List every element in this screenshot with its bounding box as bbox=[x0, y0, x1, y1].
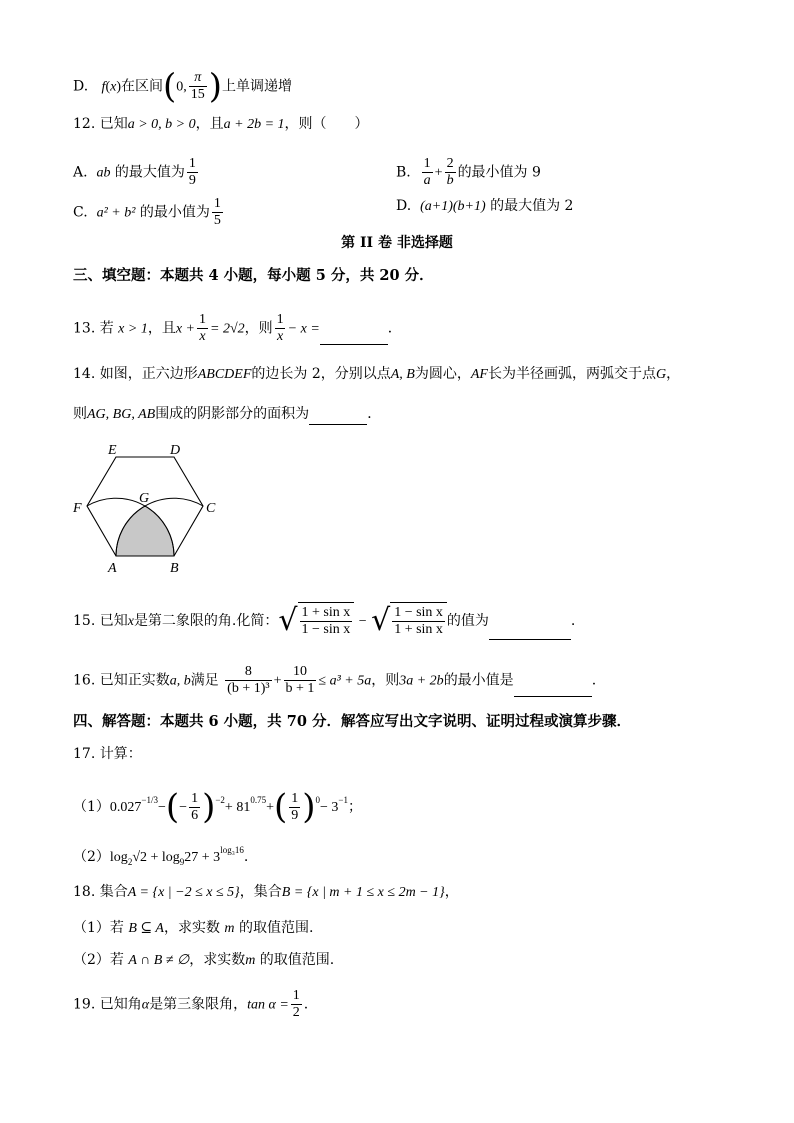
plus: + bbox=[273, 673, 282, 689]
math: 27 + 3 bbox=[184, 850, 221, 865]
text: . bbox=[570, 613, 576, 629]
numerator: 1 + sin x bbox=[301, 605, 351, 620]
q12-option-a bbox=[73, 156, 200, 189]
math: a + 2b = 1 bbox=[223, 117, 285, 132]
numerator: 1 bbox=[291, 790, 299, 806]
text: 18. 集合 bbox=[73, 884, 128, 900]
q11-option-d bbox=[73, 66, 293, 107]
denominator: x bbox=[277, 329, 284, 344]
text: ． bbox=[387, 320, 402, 337]
math: A, B bbox=[390, 367, 415, 382]
paren: ( bbox=[273, 787, 288, 827]
plus: + bbox=[434, 165, 443, 181]
math-f: f bbox=[101, 79, 106, 95]
math: (a+1)(b+1) bbox=[420, 199, 486, 214]
denominator: b + 1 bbox=[285, 681, 315, 696]
text: ，且 bbox=[195, 116, 224, 132]
text: ． bbox=[367, 406, 382, 422]
paren: ) bbox=[202, 787, 216, 827]
numerator: 1 bbox=[292, 988, 300, 1003]
q12-option-b bbox=[396, 156, 541, 189]
math-x: x bbox=[110, 79, 117, 95]
denominator: 15 bbox=[190, 87, 205, 102]
plus: + bbox=[266, 800, 274, 815]
text: ，集合 bbox=[239, 884, 282, 900]
minus: − bbox=[358, 614, 367, 629]
exponent: −1 bbox=[338, 795, 348, 805]
numerator: 8 bbox=[244, 664, 252, 679]
math: − 3 bbox=[320, 800, 339, 815]
math: A ∩ B ≠ ∅ bbox=[128, 953, 190, 968]
math: G bbox=[655, 367, 667, 382]
math: log bbox=[109, 850, 128, 865]
label-f: F bbox=[73, 501, 82, 516]
math: B = {x | m + 1 ≤ x ≤ 2m − 1} bbox=[281, 885, 445, 900]
paren: ) bbox=[116, 79, 121, 95]
option-label: C. bbox=[73, 204, 88, 221]
fraction bbox=[187, 156, 198, 189]
q19 bbox=[73, 988, 308, 1021]
q14-line1 bbox=[73, 364, 680, 385]
label-a: A bbox=[108, 561, 117, 576]
shaded-region bbox=[116, 506, 174, 556]
q18-part1 bbox=[73, 918, 313, 939]
text: 的最大值为 bbox=[114, 164, 185, 181]
denominator: b bbox=[446, 173, 454, 188]
text: 则 bbox=[73, 406, 87, 422]
fraction bbox=[392, 605, 445, 638]
math: 0.027 bbox=[109, 800, 142, 815]
section-heading-4: 四、解答题：本题共 6 小题，共 70 分．解答应写出文字说明、证明过程或演算步骤． bbox=[73, 713, 631, 730]
paren: ) bbox=[302, 787, 316, 827]
text: 13. 若 bbox=[73, 320, 114, 337]
q12-option-c bbox=[73, 196, 225, 229]
text: ， bbox=[444, 884, 459, 900]
text: ， bbox=[666, 366, 681, 382]
section-heading-3: 三、填空题：本题共 4 小题，每小题 5 分，共 20 分． bbox=[73, 267, 434, 284]
part-label: （2） bbox=[73, 849, 110, 865]
text: . bbox=[243, 849, 249, 865]
numerator: 1 bbox=[188, 156, 196, 171]
radical-sign: √ bbox=[371, 603, 391, 638]
numerator: 1 bbox=[423, 156, 431, 171]
numerator: 1 bbox=[276, 312, 284, 327]
q17-part1: $(1)0.027^{-1/3}-(-$ $\frac{1}{6}$ )$^{-2}+ 81^{0.75}+$( $\frac{1}{9}$ )$^0- 3^{-1}$； bbox=[73, 787, 362, 827]
denominator: 9 bbox=[291, 807, 299, 823]
fraction bbox=[189, 70, 207, 103]
numerator: 1 − sin x bbox=[394, 605, 443, 620]
q12-stem bbox=[73, 114, 369, 135]
text: 14. 如图，正六边形 bbox=[73, 366, 198, 382]
label-g: G bbox=[139, 491, 150, 506]
q17-part2 bbox=[73, 840, 248, 872]
text: 长为半径画弧，两弧交于点 bbox=[487, 366, 656, 382]
radical-sign: √ bbox=[278, 603, 298, 638]
subscript: 9 bbox=[179, 857, 185, 867]
fraction bbox=[197, 312, 208, 345]
q15 bbox=[73, 602, 575, 640]
text: 上单调递增 bbox=[222, 78, 293, 95]
denominator: 9 bbox=[188, 173, 196, 188]
label-d: D bbox=[170, 443, 181, 458]
numerator: 10 bbox=[292, 664, 307, 679]
answer-blank[interactable] bbox=[489, 639, 571, 640]
math: m bbox=[245, 953, 256, 968]
radicand bbox=[390, 602, 447, 640]
text: ，则 bbox=[244, 320, 273, 337]
text: 的最大值为 2 bbox=[490, 198, 574, 214]
denominator: 1 + sin x bbox=[394, 622, 443, 637]
denominator: 2 bbox=[292, 1005, 300, 1020]
q13 bbox=[73, 312, 402, 345]
text: . bbox=[303, 996, 309, 1013]
math: B ⊆ A bbox=[128, 921, 164, 936]
fraction bbox=[225, 664, 271, 697]
q14-line2 bbox=[73, 404, 381, 425]
text: 的最小值为 bbox=[139, 204, 210, 221]
part-title: 第 II 卷 非选择题 bbox=[341, 235, 453, 251]
math: tan α = bbox=[247, 997, 289, 1013]
paren: ( bbox=[163, 66, 177, 107]
text: 的最小值为 9 bbox=[457, 164, 541, 181]
math: ABCDEF bbox=[197, 367, 252, 382]
text: 16. 已知正实数 bbox=[73, 672, 170, 689]
part-label: （1） bbox=[73, 799, 110, 815]
numerator: π bbox=[194, 70, 202, 85]
exponent: 0 bbox=[315, 795, 321, 805]
fraction bbox=[291, 988, 302, 1021]
label-b: B bbox=[170, 561, 179, 576]
hexagon-figure bbox=[70, 440, 230, 580]
fraction bbox=[189, 791, 200, 824]
text: 12. 已知 bbox=[73, 116, 128, 132]
math: A = {x | −2 ≤ x ≤ 5} bbox=[127, 885, 240, 900]
option-label: D. bbox=[396, 198, 412, 214]
text: 是第二象限的角.化简： bbox=[133, 613, 279, 629]
math: AG, BG, AB bbox=[87, 407, 156, 422]
text: 的取值范围. bbox=[259, 952, 335, 968]
text: （2）若 bbox=[73, 952, 124, 968]
fraction bbox=[284, 664, 317, 697]
math: α bbox=[141, 997, 150, 1013]
math: = 2√2 bbox=[210, 321, 245, 337]
text: 的值为 bbox=[446, 613, 489, 629]
math: a, b bbox=[169, 673, 191, 689]
denominator: 1 − sin x bbox=[301, 622, 351, 637]
math: a² + b² bbox=[96, 205, 136, 221]
radical bbox=[278, 602, 354, 640]
q18-part2 bbox=[73, 950, 334, 971]
text: 为圆心， bbox=[414, 366, 471, 382]
numerator: 2 bbox=[446, 156, 454, 171]
text: 的最小值是 bbox=[443, 672, 514, 689]
math: m bbox=[224, 921, 235, 936]
radical bbox=[371, 602, 447, 640]
text: 19. 已知角 bbox=[73, 996, 142, 1013]
label-c: C bbox=[206, 501, 216, 516]
minus: − bbox=[158, 800, 166, 815]
text: （1）若 bbox=[73, 920, 124, 936]
exponent: −2 bbox=[215, 795, 225, 805]
math: x bbox=[127, 614, 134, 629]
exponent: log₃16 bbox=[220, 845, 244, 855]
denominator: x bbox=[199, 329, 206, 344]
answer-blank[interactable] bbox=[309, 424, 367, 425]
subscript: 2 bbox=[127, 857, 133, 867]
math-zero: 0, bbox=[176, 79, 187, 95]
fraction bbox=[212, 196, 223, 229]
numerator: 1 bbox=[213, 196, 221, 211]
q18-stem bbox=[73, 882, 459, 903]
exponent: −1/3 bbox=[141, 795, 158, 805]
answer-blank[interactable] bbox=[514, 696, 592, 697]
fraction bbox=[445, 156, 456, 189]
label-e: E bbox=[108, 443, 117, 458]
denominator: (b + 1)³ bbox=[227, 681, 270, 696]
numerator: 1 bbox=[191, 790, 199, 806]
math: x > 1 bbox=[118, 321, 148, 337]
text: ，求实数 bbox=[189, 952, 246, 968]
math: + 81 bbox=[224, 800, 251, 815]
math: − x = bbox=[287, 321, 320, 337]
denominator: 6 bbox=[191, 807, 199, 823]
fraction bbox=[300, 605, 353, 638]
radicand bbox=[298, 602, 355, 640]
text: 满足 bbox=[190, 672, 219, 689]
fraction bbox=[422, 156, 433, 189]
text: ，且 bbox=[147, 320, 176, 337]
math: 3a + 2b bbox=[399, 673, 444, 689]
math: x + bbox=[175, 321, 196, 337]
fraction bbox=[289, 791, 300, 824]
option-label: B. bbox=[396, 164, 411, 181]
math: √2 + log bbox=[132, 850, 180, 865]
q17-stem: 17. 计算： bbox=[73, 746, 142, 762]
text: ，求实数 bbox=[163, 920, 220, 936]
text: 是第三象限角， bbox=[149, 996, 248, 1013]
text: 在区间 bbox=[121, 78, 163, 95]
q16 bbox=[73, 664, 596, 697]
text: ； bbox=[348, 799, 362, 815]
denominator: a bbox=[423, 173, 431, 188]
math: ab bbox=[96, 165, 111, 181]
fraction bbox=[275, 312, 286, 345]
math: ≤ a³ + 5a bbox=[318, 673, 372, 689]
paren: ( bbox=[165, 787, 180, 827]
text: . bbox=[591, 672, 597, 689]
text: ，则 bbox=[371, 672, 400, 689]
answer-blank[interactable] bbox=[320, 344, 388, 345]
paren: ) bbox=[208, 66, 223, 107]
text: 的边长为 2，分别以点 bbox=[251, 366, 391, 382]
option-label: D. bbox=[73, 78, 89, 95]
option-label: A. bbox=[73, 164, 88, 181]
text: ，则（ ） bbox=[284, 116, 369, 132]
paren: ( bbox=[105, 79, 111, 95]
math: AF bbox=[470, 367, 488, 382]
exponent: 0.75 bbox=[250, 795, 267, 805]
text: 的取值范围. bbox=[239, 920, 314, 936]
math: a > 0, b > 0 bbox=[127, 117, 196, 132]
text: 15. 已知 bbox=[73, 613, 128, 629]
denominator: 5 bbox=[213, 213, 221, 228]
numerator: 1 bbox=[199, 312, 207, 327]
text: 围成的阴影部分的面积为 bbox=[155, 406, 310, 422]
q12-option-d bbox=[396, 196, 573, 217]
